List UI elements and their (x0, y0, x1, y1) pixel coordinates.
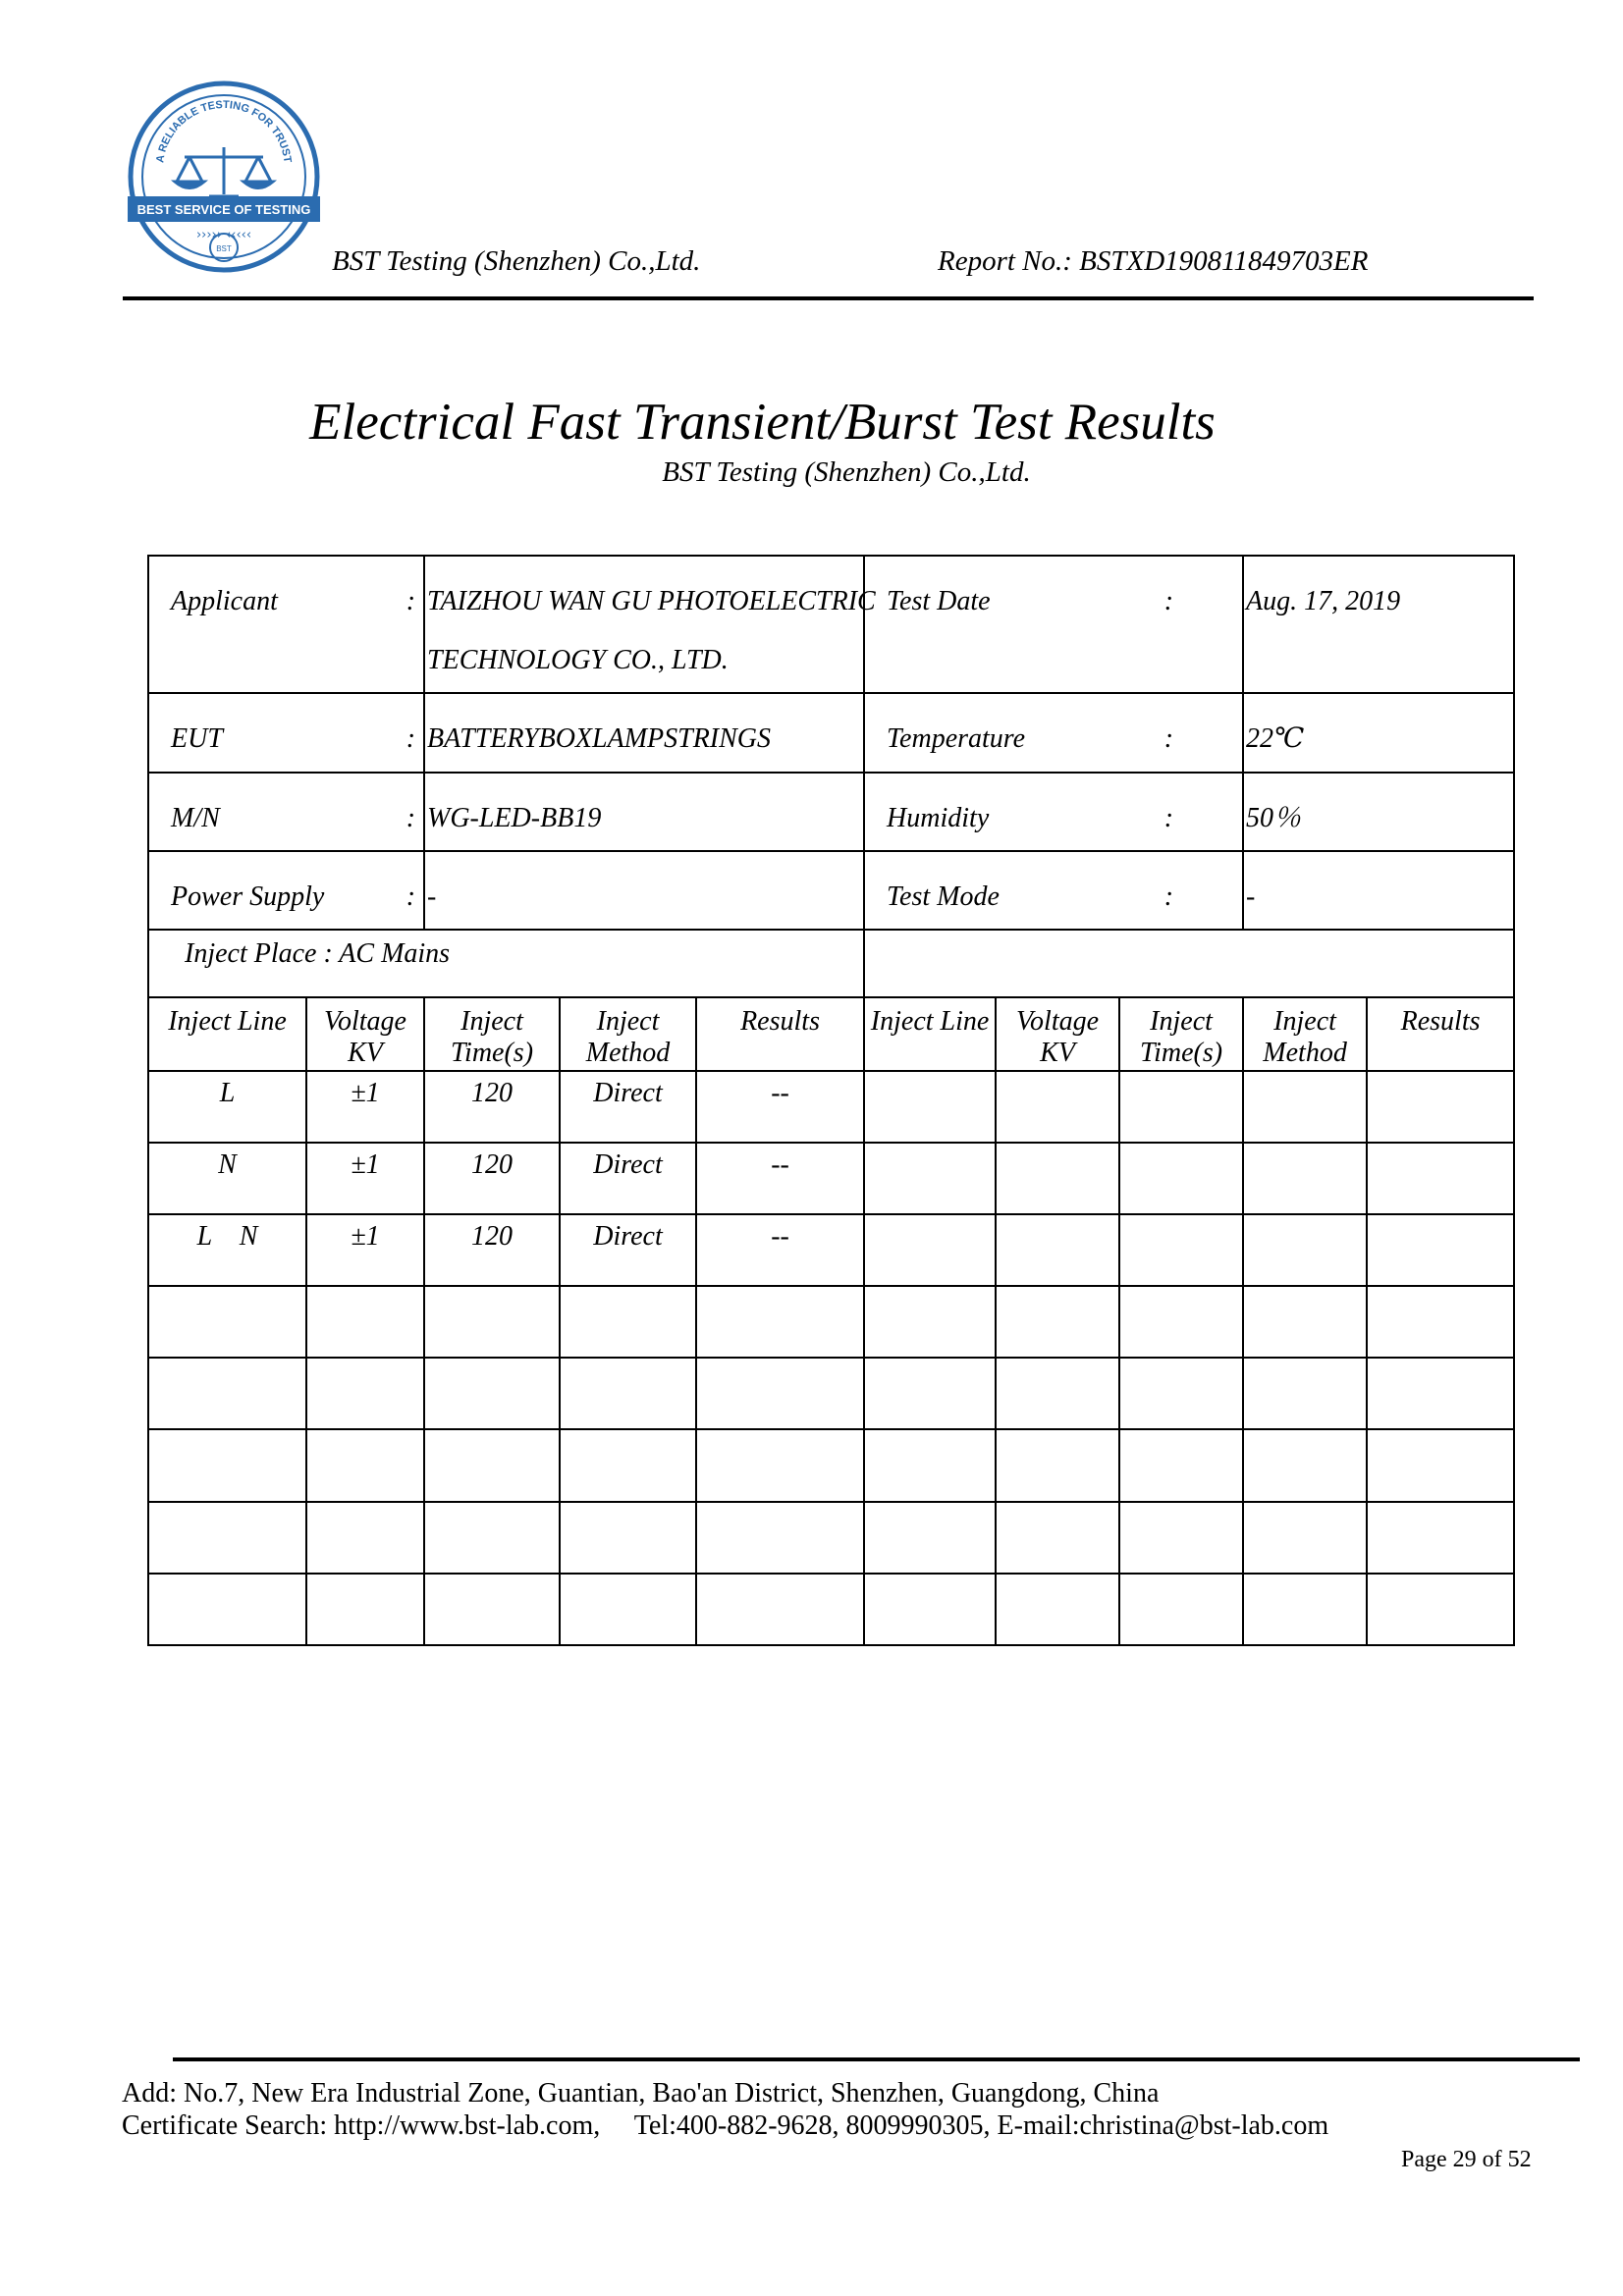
empty-row (148, 1502, 1514, 1574)
col-inject-time: Inject Time(s) (451, 1006, 534, 1069)
test-mode-value: - (1246, 881, 1256, 912)
applicant-label-cell: Applicant : (148, 556, 424, 693)
page-number: Page 29 of 52 (1401, 2147, 1532, 2172)
col-inject-line-2: Inject Line (870, 1006, 990, 1038)
eut-label: EUT (171, 723, 223, 755)
info-row-mn: M/N : WG-LED-BB19 Humidity : 50％ (148, 773, 1514, 851)
col-inject-line: Inject Line (168, 1006, 287, 1038)
table-row: L ±1 120 Direct -- (148, 1071, 1514, 1143)
applicant-value-cell (424, 556, 876, 693)
empty-row (148, 1358, 1514, 1429)
table-row: N ±1 120 Direct -- (148, 1143, 1514, 1214)
applicant-value-line1: TAIZHOU WAN GU PHOTOELECTRIC (427, 586, 876, 616)
svg-text:››››› ‹‹‹‹‹: ››››› ‹‹‹‹‹ (195, 228, 252, 242)
test-mode-label: Test Mode (887, 881, 1000, 912)
report-number: Report No.: BSTXD190811849703ER (938, 245, 1369, 277)
header-company-name: BST Testing (Shenzhen) Co.,Ltd. (332, 245, 701, 277)
info-row-eut: EUT : BATTERYBOXLAMPSTRINGS Temperature : 22℃ (148, 693, 1514, 772)
empty-row (148, 1429, 1514, 1501)
test-date-label-cell: Test Date : (864, 556, 1243, 693)
logo-banner-text: BEST SERVICE OF TESTING (136, 202, 311, 217)
column-header-row (148, 997, 1514, 1071)
info-row-applicant (148, 556, 1514, 693)
inject-place-row (148, 930, 1514, 997)
footer-divider (173, 2057, 1580, 2061)
table-row: L N ±1 120 Direct -- (148, 1214, 1514, 1286)
col-voltage-2: Voltage KV (1016, 1006, 1100, 1069)
test-date-label: Test Date (887, 586, 991, 616)
col-results: Results (740, 1006, 820, 1038)
col-results-2: Results (1400, 1006, 1481, 1038)
empty-row (148, 1286, 1514, 1358)
logo-seal-text: BST (216, 244, 232, 253)
scales-icon (175, 147, 273, 196)
page-subtitle: BST Testing (Shenzhen) Co.,Ltd. (662, 456, 1031, 488)
mn-label: M/N (171, 802, 220, 833)
applicant-label: Applicant (171, 586, 278, 616)
eut-value: BATTERYBOXLAMPSTRINGS (427, 723, 772, 755)
logo-arc-text: A RELIABLE TESTING FOR TRUST (154, 98, 294, 164)
temperature-value: 22℃ (1246, 723, 1305, 755)
col-inject-method-2: Inject Method (1263, 1006, 1347, 1069)
test-date-value: Aug. 17, 2019 (1246, 586, 1401, 616)
mn-value: WG-LED-BB19 (427, 802, 602, 833)
temperature-label: Temperature (887, 723, 1026, 755)
page-title: Electrical Fast Transient/Burst Test Results (309, 394, 1216, 451)
company-logo (126, 79, 322, 275)
header-divider (123, 296, 1534, 300)
empty-row (148, 1574, 1514, 1645)
humidity-label: Humidity (887, 802, 990, 833)
test-date-value-cell (1243, 556, 1514, 693)
applicant-value-line2: TECHNOLOGY CO., LTD. (427, 645, 729, 676)
power-supply-label: Power Supply (171, 881, 325, 912)
col-inject-method: Inject Method (585, 1006, 671, 1069)
col-inject-time-2: Inject Time(s) (1140, 1006, 1223, 1069)
footer-address: Add: No.7, New Era Industrial Zone, Guantian, Bao'an District, Shenzhen, Guangdong, China (122, 2078, 1160, 2109)
power-supply-value: - (427, 881, 437, 912)
col-voltage: Voltage KV (324, 1006, 406, 1069)
info-row-power: Power Supply : - Test Mode : - (148, 851, 1514, 930)
test-results-table (147, 555, 1515, 1646)
humidity-value: 50％ (1246, 802, 1302, 833)
footer-contact: Certificate Search: http://www.bst-lab.com, Tel:400-882-9628, 8009990305, E-mail:christina@bst-lab.com (122, 2110, 1329, 2141)
inject-place: Inject Place : AC Mains (185, 937, 451, 969)
